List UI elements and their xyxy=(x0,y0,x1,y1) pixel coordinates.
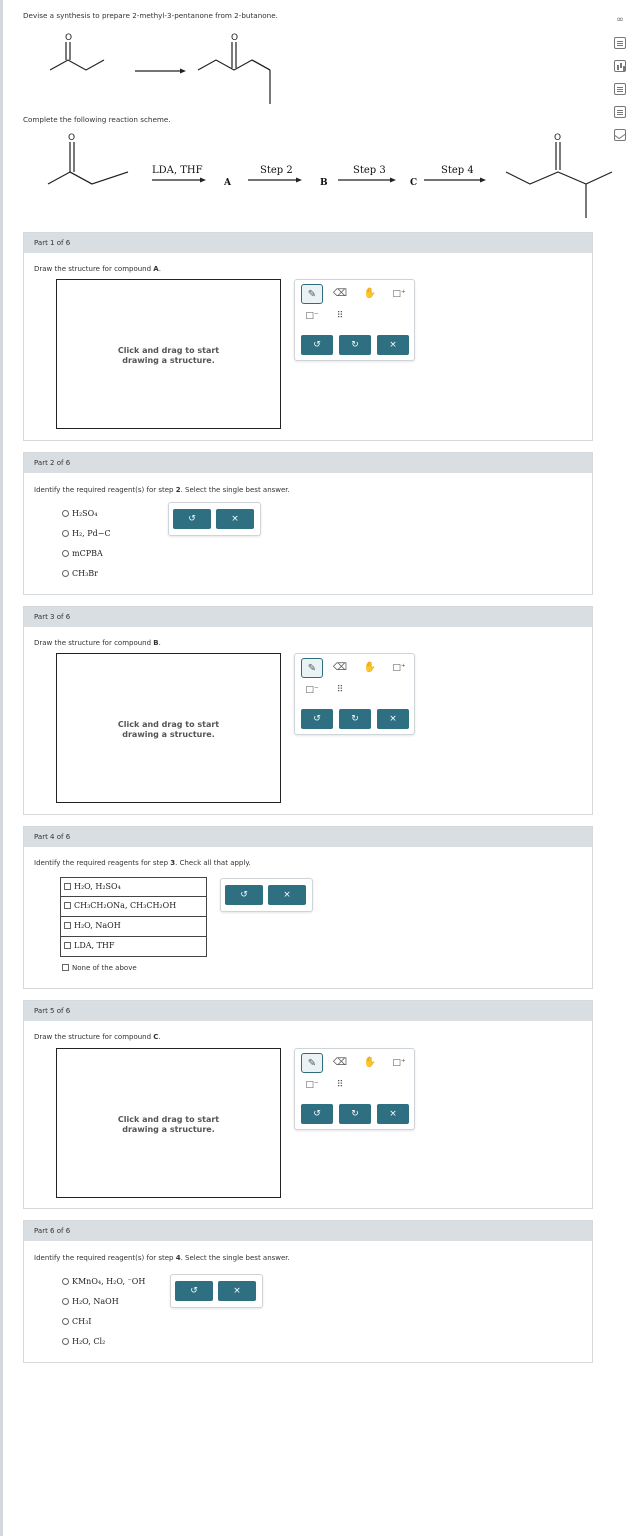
part-5-header: Part 5 of 6 xyxy=(24,1001,592,1021)
part-5-prompt: Draw the structure for compound C. xyxy=(34,1033,161,1041)
part-4-options-table xyxy=(60,877,207,957)
part-2-option-4[interactable]: CH₃Br xyxy=(62,569,98,578)
part-2-option-2[interactable]: H₂, Pd−C xyxy=(62,529,111,538)
radio-button[interactable] xyxy=(62,550,69,557)
part-6-option-4[interactable]: H₂O, Cl₂ xyxy=(62,1337,105,1346)
part-6-option-2[interactable]: H₂O, NaOH xyxy=(62,1297,119,1306)
clear-button[interactable]: × xyxy=(377,709,409,729)
radio-button[interactable] xyxy=(62,1338,69,1345)
part-2-option-3[interactable]: mCPBA xyxy=(62,549,103,558)
hand-icon[interactable]: ✋ xyxy=(363,1057,377,1068)
part-2-header: Part 2 of 6 xyxy=(24,453,592,473)
compound-B-label: B xyxy=(320,178,328,188)
drawing-toolbox-A xyxy=(294,279,415,361)
part-4-option-1[interactable]: H₂O, H₂SO₄ xyxy=(60,877,207,897)
calculator-icon[interactable] xyxy=(614,106,626,118)
part-5-panel xyxy=(23,1000,593,1209)
link-icon[interactable]: ∞ xyxy=(616,15,624,25)
part-4-option-4[interactable]: LDA, THF xyxy=(60,937,207,957)
compound-A-label: A xyxy=(224,178,231,188)
charge-plus-icon[interactable]: □⁺ xyxy=(392,663,406,673)
clear-button[interactable]: × xyxy=(218,1281,256,1301)
drawing-canvas-A[interactable] xyxy=(56,279,281,429)
clear-button[interactable]: × xyxy=(377,335,409,355)
eraser-icon[interactable]: ⌫ xyxy=(332,288,348,299)
part-1-header: Part 1 of 6 xyxy=(24,233,592,253)
compound-C-label: C xyxy=(410,178,418,188)
drawing-canvas-B[interactable] xyxy=(56,653,281,803)
document-icon[interactable] xyxy=(614,37,626,49)
part-1-panel xyxy=(23,232,593,441)
butanone-skeleton xyxy=(50,60,104,70)
redo-button[interactable]: ↻ xyxy=(339,1104,371,1124)
oxygen-label-3: O xyxy=(68,133,76,143)
part-6-option-3[interactable]: CH₃I xyxy=(62,1317,91,1326)
part-3-prompt: Draw the structure for compound B. xyxy=(34,639,161,647)
canvas-hint: Click and drag to start drawing a structure. xyxy=(117,1115,220,1134)
step-1-label: LDA, THF xyxy=(152,165,203,176)
part-4-answer-controls xyxy=(220,878,313,912)
part-6-option-1[interactable]: KMnO₄, H₂O, ⁻OH xyxy=(62,1277,145,1286)
redo-button[interactable]: ↻ xyxy=(339,709,371,729)
target-conversion-diagram xyxy=(40,28,310,108)
part-4-panel xyxy=(23,826,593,989)
reference-icon[interactable] xyxy=(614,83,626,95)
part-3-header: Part 3 of 6 xyxy=(24,607,592,627)
part-1-prompt: Draw the structure for compound A. xyxy=(34,265,161,273)
oxygen-label-2: O xyxy=(231,33,239,43)
part-6-panel xyxy=(23,1220,593,1363)
undo-button[interactable]: ↺ xyxy=(173,509,211,529)
pentanone-skeleton xyxy=(198,60,270,70)
part-4-none-option[interactable]: None of the above xyxy=(62,964,137,972)
part-2-option-1[interactable]: H₂SO₄ xyxy=(62,509,97,518)
checkbox[interactable] xyxy=(64,902,71,909)
part-4-option-2[interactable]: CH₃CH₂ONa, CH₃CH₂OH xyxy=(60,897,207,917)
checkbox[interactable] xyxy=(62,964,69,971)
part-3-panel xyxy=(23,606,593,815)
charge-minus-icon[interactable]: □⁻ xyxy=(305,1080,319,1090)
reaction-scheme-diagram xyxy=(40,128,620,223)
chart-icon[interactable] xyxy=(614,60,626,72)
charge-minus-icon[interactable]: □⁻ xyxy=(305,311,319,321)
part-4-option-3[interactable]: H₂O, NaOH xyxy=(60,917,207,937)
drawing-canvas-C[interactable] xyxy=(56,1048,281,1198)
undo-button[interactable]: ↺ xyxy=(225,885,263,905)
part-2-panel xyxy=(23,452,593,595)
scheme-prompt: Complete the following reaction scheme. xyxy=(23,115,171,124)
hand-icon[interactable]: ✋ xyxy=(363,662,377,673)
drawing-toolbox-B xyxy=(294,653,415,735)
charge-plus-icon[interactable]: □⁺ xyxy=(392,289,406,299)
canvas-hint: Click and drag to start drawing a structure. xyxy=(117,346,220,365)
part-4-prompt: Identify the required reagents for step 3. Check all that apply. xyxy=(34,859,251,867)
part-4-header: Part 4 of 6 xyxy=(24,827,592,847)
undo-button[interactable]: ↺ xyxy=(301,709,333,729)
radio-button[interactable] xyxy=(62,1298,69,1305)
step-2-label: Step 2 xyxy=(260,165,293,176)
canvas-hint: Click and drag to start drawing a structure. xyxy=(117,720,220,739)
step-3-label: Step 3 xyxy=(353,165,386,176)
part-6-header: Part 6 of 6 xyxy=(24,1221,592,1241)
charge-plus-icon[interactable]: □⁺ xyxy=(392,1058,406,1068)
lone-pair-icon[interactable]: ⠿ xyxy=(336,1080,344,1090)
hand-icon[interactable]: ✋ xyxy=(363,288,377,299)
checkbox[interactable] xyxy=(64,883,71,890)
checkbox[interactable] xyxy=(64,922,71,929)
undo-button[interactable]: ↺ xyxy=(301,335,333,355)
clear-button[interactable]: × xyxy=(377,1104,409,1124)
charge-minus-icon[interactable]: □⁻ xyxy=(305,685,319,695)
lone-pair-icon[interactable]: ⠿ xyxy=(336,685,344,695)
eraser-icon[interactable]: ⌫ xyxy=(332,662,348,673)
redo-button[interactable]: ↻ xyxy=(339,335,371,355)
pencil-icon[interactable]: ✎ xyxy=(301,284,323,304)
radio-button[interactable] xyxy=(62,1278,69,1285)
radio-button[interactable] xyxy=(62,530,69,537)
radio-button[interactable] xyxy=(62,570,69,577)
pencil-icon[interactable]: ✎ xyxy=(301,1053,323,1073)
eraser-icon[interactable]: ⌫ xyxy=(332,1057,348,1068)
pencil-icon[interactable]: ✎ xyxy=(301,658,323,678)
part-2-prompt: Identify the required reagent(s) for step 2. Select the single best answer. xyxy=(34,486,290,494)
drawing-toolbox-C xyxy=(294,1048,415,1130)
clear-button[interactable]: × xyxy=(216,509,254,529)
radio-button[interactable] xyxy=(62,510,69,517)
step-4-label: Step 4 xyxy=(441,165,474,176)
question-text: Devise a synthesis to prepare 2-methyl-3-pentanone from 2-butanone. xyxy=(23,11,278,20)
part-6-prompt: Identify the required reagent(s) for step 4. Select the single best answer. xyxy=(34,1254,290,1262)
lone-pair-icon[interactable]: ⠿ xyxy=(336,311,344,321)
part-6-answer-controls xyxy=(170,1274,263,1308)
undo-button[interactable]: ↺ xyxy=(175,1281,213,1301)
oxygen-label-4: O xyxy=(554,133,562,143)
oxygen-label-1: O xyxy=(65,33,73,43)
clear-button[interactable]: × xyxy=(268,885,306,905)
left-edge-strip xyxy=(0,0,3,1536)
checkbox[interactable] xyxy=(64,942,71,949)
radio-button[interactable] xyxy=(62,1318,69,1325)
part-2-answer-controls xyxy=(168,502,261,536)
undo-button[interactable]: ↺ xyxy=(301,1104,333,1124)
